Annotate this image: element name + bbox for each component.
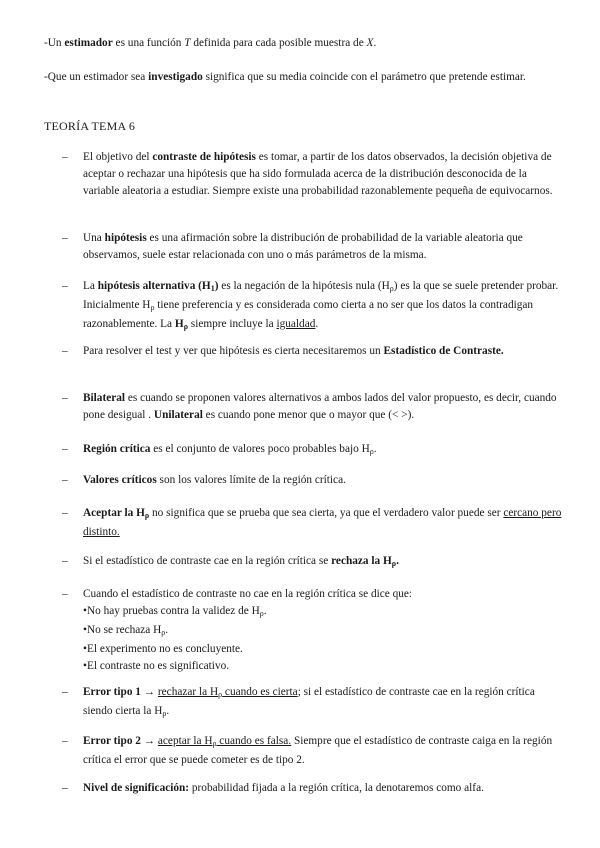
- subscript: 1: [210, 284, 215, 293]
- dash-bullet: –: [62, 345, 68, 357]
- text: H: [174, 318, 184, 330]
- subscript: ρ: [150, 303, 155, 312]
- text: no significa que se prueba que sea cierta, ya que el verdadero valor puede ser: [149, 507, 504, 519]
- dash-bullet: –: [62, 782, 68, 794]
- subscript: ρ: [218, 690, 223, 699]
- text: Si el estadístico de contraste cae en la región crítica se: [83, 555, 332, 567]
- subscript: ρ: [259, 609, 264, 618]
- bullet-no-se-rechaza: [83, 622, 562, 641]
- list-item-error-1: [62, 684, 562, 722]
- list-item-no-cae: [62, 586, 562, 675]
- text: .: [315, 318, 319, 330]
- dash-bullet: –: [62, 507, 68, 519]
- term-investigado: investigado: [148, 71, 203, 83]
- text: probabilidad fijada a la región crítica, la denotaremos como alfa.: [189, 782, 484, 794]
- arrow: →: [140, 735, 158, 747]
- text: .: [373, 37, 377, 49]
- term-region-critica: Región crítica: [83, 443, 151, 455]
- list-item-contraste: [62, 149, 562, 200]
- dash-bullet: –: [62, 555, 68, 567]
- text: .: [396, 555, 399, 567]
- text: rechazar la H: [157, 686, 219, 698]
- dash-bullet: –: [62, 443, 68, 455]
- text: ) es la que se suele pretender probar. Inicialmente H: [83, 280, 559, 311]
- text: .: [165, 624, 169, 636]
- dash-bullet: –: [62, 151, 68, 163]
- text: -Un: [44, 37, 65, 49]
- subscript: ρ: [212, 739, 217, 748]
- text: .: [373, 443, 377, 455]
- text: es el conjunto de valores poco probables bajo H: [150, 443, 370, 455]
- dash-bullet: –: [62, 588, 68, 600]
- dash-bullet: –: [62, 474, 68, 486]
- list-item-bilateral: [62, 390, 562, 424]
- text: tiene preferencia y es considerada como cierta a no ser que los datos la contradigan razonablemente. La: [83, 299, 534, 330]
- term-estimador: estimador: [64, 37, 113, 49]
- dash-bullet: –: [62, 735, 68, 747]
- section-title: TEORÍA TEMA 6: [44, 119, 136, 133]
- list-item-aceptar: [62, 505, 562, 541]
- term-bilateral: Bilateral: [83, 392, 126, 404]
- text: ; si el estadístico de contraste cae en la región crítica siendo cierta la H: [83, 686, 535, 717]
- subscript: ρ: [161, 628, 166, 637]
- term-valores-criticos: Valores críticos: [83, 474, 157, 486]
- subscript: ρ: [369, 447, 374, 456]
- list-item-nivel: [62, 780, 562, 797]
- subscript: ρ: [391, 559, 397, 568]
- subscript: ρ: [389, 284, 394, 293]
- list-item-rechaza: [62, 553, 562, 572]
- text: •No hay pruebas contra la validez de H: [83, 605, 260, 617]
- text: cuando es falsa.: [216, 735, 292, 747]
- text: cuando es cierta: [222, 686, 298, 698]
- subscript: ρ: [183, 322, 188, 331]
- dash-bullet: –: [62, 232, 68, 244]
- text: hipótesis alternativa (H: [97, 280, 211, 292]
- text: es cuando pone menor que o mayor que (< >).: [202, 409, 415, 421]
- text: El objetivo del: [83, 151, 153, 163]
- text: son los valores límite de la región crítica.: [156, 474, 346, 486]
- text: es la negación de la hipótesis nula (H: [218, 280, 390, 292]
- bullet-contraste: •El contraste no es significativo.: [83, 660, 230, 672]
- text: .: [263, 605, 267, 617]
- list-item-region: [62, 441, 562, 460]
- bullet-no-hay-pruebas: [83, 603, 562, 622]
- investigado-definition: [44, 69, 564, 86]
- term-contraste: contraste de hipótesis: [152, 151, 256, 163]
- dash-bullet: –: [62, 392, 68, 404]
- text: es cuando se proponen valores alternativos a ambos lados del valor propuesto, es decir, cuando pone desigual .: [83, 392, 557, 421]
- text: ): [214, 280, 219, 292]
- text: Una: [83, 232, 105, 244]
- text: Cuando el estadístico de contraste no cae en la región crítica se dice que:: [83, 588, 413, 600]
- term-error-2: Error tipo 2: [83, 735, 141, 747]
- text: significa que su media coincide con el parámetro que pretende estimar.: [202, 71, 526, 83]
- underlined-cercano: cercano pero distinto.: [83, 507, 562, 538]
- text: Para resolver el test y ver que hipótesis es cierta necesitaremos un: [83, 345, 384, 357]
- term-unilateral: Unilateral: [153, 409, 203, 421]
- text: es una afirmación sobre la distribución de probabilidad de la variable aleatoria que observamos, suele estar relacionada con uno o más parámetros de la misma.: [83, 232, 523, 261]
- estimador-definition: [44, 35, 564, 52]
- term-error-1: Error tipo 1: [83, 686, 141, 698]
- subscript: ρ: [144, 511, 150, 520]
- variable-t: T: [184, 37, 191, 49]
- text: definida para cada posible muestra de: [190, 37, 367, 49]
- term-aceptar: [83, 507, 149, 519]
- list-item-alternativa: [62, 278, 562, 335]
- variable-x: X: [366, 37, 374, 49]
- text: Siempre que el estadístico de contraste caiga en la región crítica el error que se puede cometer es de tipo 2.: [83, 735, 553, 766]
- dash-bullet: –: [62, 280, 68, 292]
- text: Aceptar la H: [83, 507, 145, 519]
- list-item-valores: [62, 472, 562, 489]
- dash-bullet: –: [62, 686, 68, 698]
- underlined-rechazar: [158, 686, 298, 698]
- text: es tomar, a partir de los datos observados, la decisión objetiva de aceptar o rechazar una hipótesis que ha sido formulada acerca de la distribución desconocida de la variable aleatoria a estudiar. Siempre existe una probabilidad razonablemente pequeña de equivocarnos.: [83, 151, 553, 197]
- list-item-error-2: [62, 733, 562, 769]
- text: siempre incluye la: [187, 318, 277, 330]
- term-estadistico: Estadístico de Contraste.: [383, 345, 504, 357]
- text: es una función: [112, 37, 185, 49]
- text: La: [83, 280, 98, 292]
- underlined-igualdad: igualdad: [276, 318, 316, 330]
- list-item-hipotesis: [62, 230, 562, 264]
- arrow: →: [140, 686, 158, 698]
- underlined-aceptar: [158, 735, 291, 747]
- term-alternativa: [98, 280, 219, 292]
- text: aceptar la H: [157, 735, 213, 747]
- term-nivel-significacion: Nivel de significación:: [83, 782, 190, 794]
- list-item-estadistico: [62, 343, 562, 360]
- subscript: ρ: [162, 709, 167, 718]
- term-rechaza: [331, 555, 399, 567]
- text: rechaza la H: [331, 555, 392, 567]
- bullet-experimento: •El experimento no es concluyente.: [83, 643, 243, 655]
- text: -Que un estimador sea: [44, 71, 149, 83]
- term-hipotesis: hipótesis: [104, 232, 147, 244]
- text: •No se rechaza H: [83, 624, 162, 636]
- term-h-rho: [175, 318, 188, 330]
- text: .: [166, 705, 170, 717]
